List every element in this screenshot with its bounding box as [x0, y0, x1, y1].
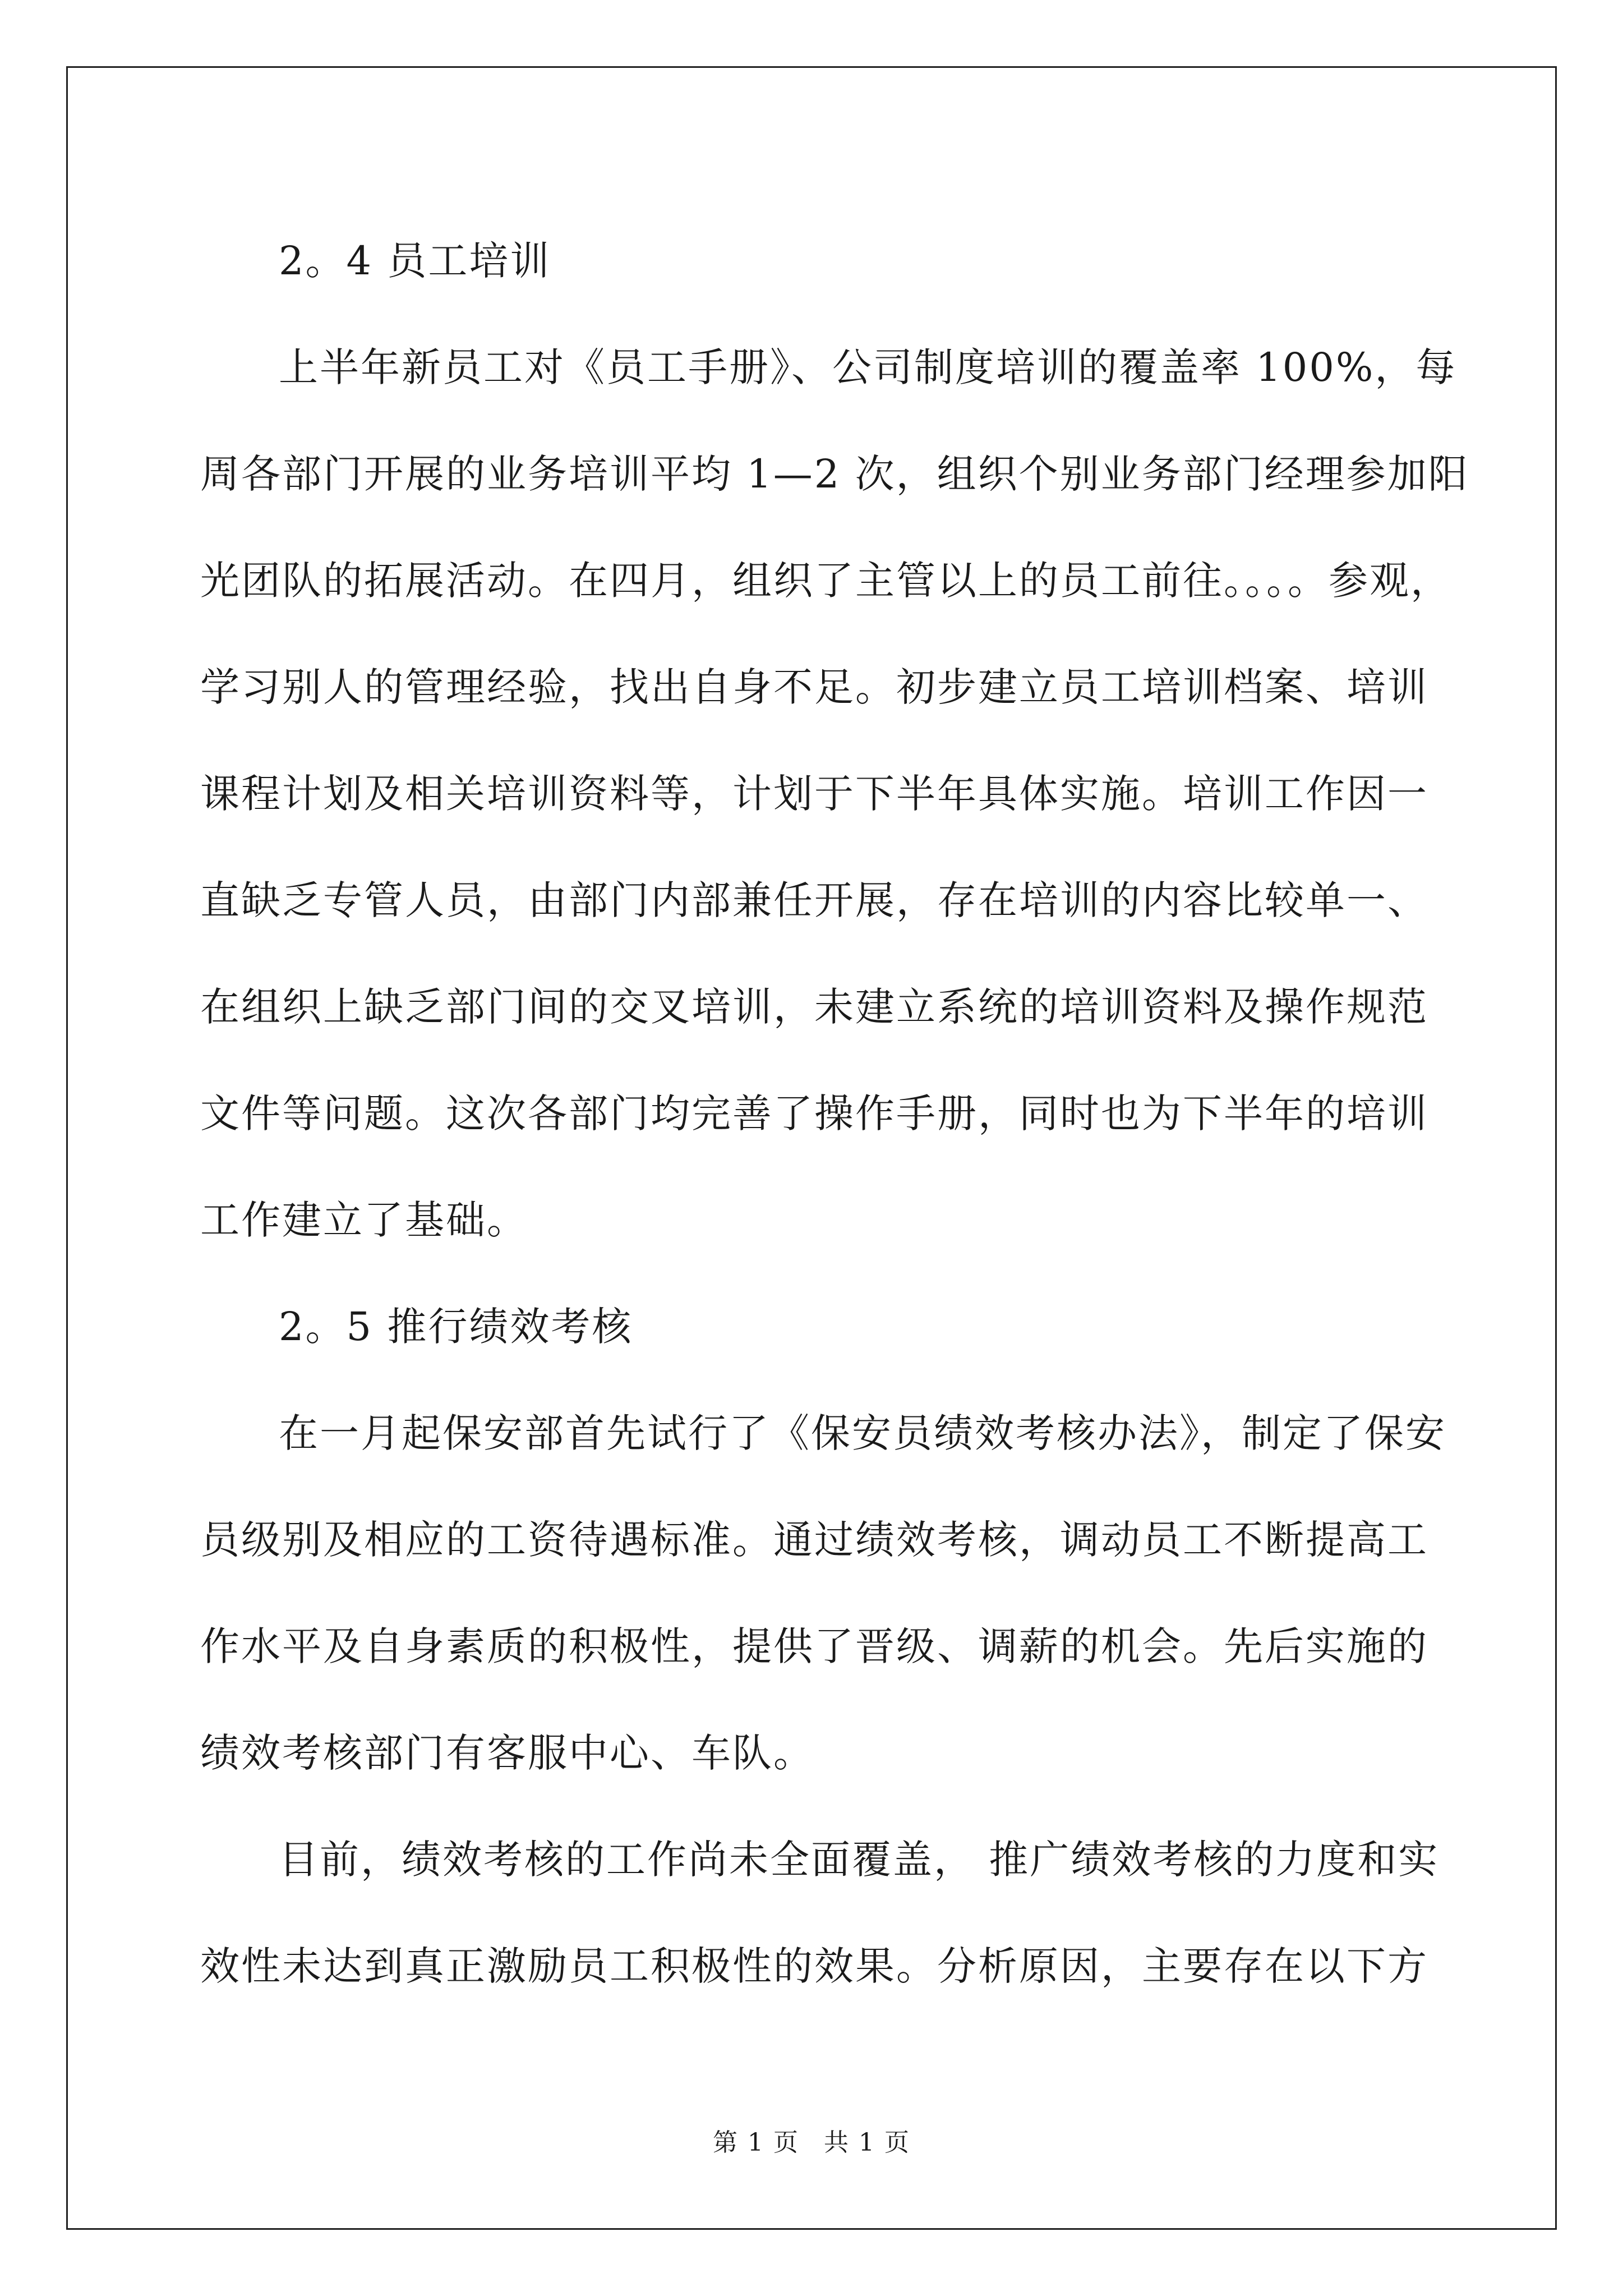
- paragraph-line: 文件等问题。这次各部门均完善了操作手册，同时也为下半年的培训: [200, 1091, 1428, 1137]
- paragraph-line: 学习别人的管理经验，找出自身不足。初步建立员工培训档案、培训: [200, 664, 1428, 710]
- paragraph-line: 上半年新员工对《员工手册》、公司制度培训的覆盖率 100%，每: [279, 344, 1457, 390]
- paragraph-line: 在一月起保安部首先试行了《保安员绩效考核办法》，制定了保安: [279, 1410, 1446, 1456]
- paragraph-line: 周各部门开展的业务培训平均 1—2 次，组织个别业务部门经理参加阳: [200, 451, 1469, 497]
- paragraph-line: 工作建立了基础。: [200, 1197, 528, 1243]
- section-heading-2-4: 2。4 员工培训: [279, 238, 551, 284]
- paragraph-line: 员级别及相应的工资待遇标准。通过绩效考核，调动员工不断提高工: [200, 1517, 1428, 1563]
- document-body: [200, 208, 1469, 2019]
- paragraph-line: 绩效考核部门有客服中心、车队。: [200, 1730, 814, 1776]
- page-number: 第 1 页: [713, 2128, 799, 2157]
- page-footer: [0, 2126, 1623, 2160]
- paragraph-line: 光团队的拓展活动。在四月，组织了主管以上的员工前往。。。。参观，: [200, 558, 1451, 604]
- paragraph-line: 目前，绩效考核的工作尚未全面覆盖， 推广绩效考核的力度和实: [279, 1837, 1440, 1883]
- paragraph-line: 直缺乏专管人员，由部门内部兼任开展，存在培训的内容比较单一、: [200, 877, 1428, 923]
- section-heading-2-5: 2。5 推行绩效考核: [279, 1304, 633, 1350]
- paragraph-line: 课程计划及相关培训资料等，计划于下半年具体实施。培训工作因一: [200, 771, 1428, 817]
- paragraph-line: 效性未达到真正激励员工积极性的效果。分析原因，主要存在以下方: [200, 1943, 1428, 1989]
- paragraph-line: 作水平及自身素质的积极性，提供了晋级、调薪的机会。先后实施的: [200, 1623, 1428, 1669]
- paragraph-line: 在组织上缺乏部门间的交叉培训，未建立系统的培训资料及操作规范: [200, 984, 1428, 1030]
- page-total: 共 1 页: [824, 2128, 910, 2157]
